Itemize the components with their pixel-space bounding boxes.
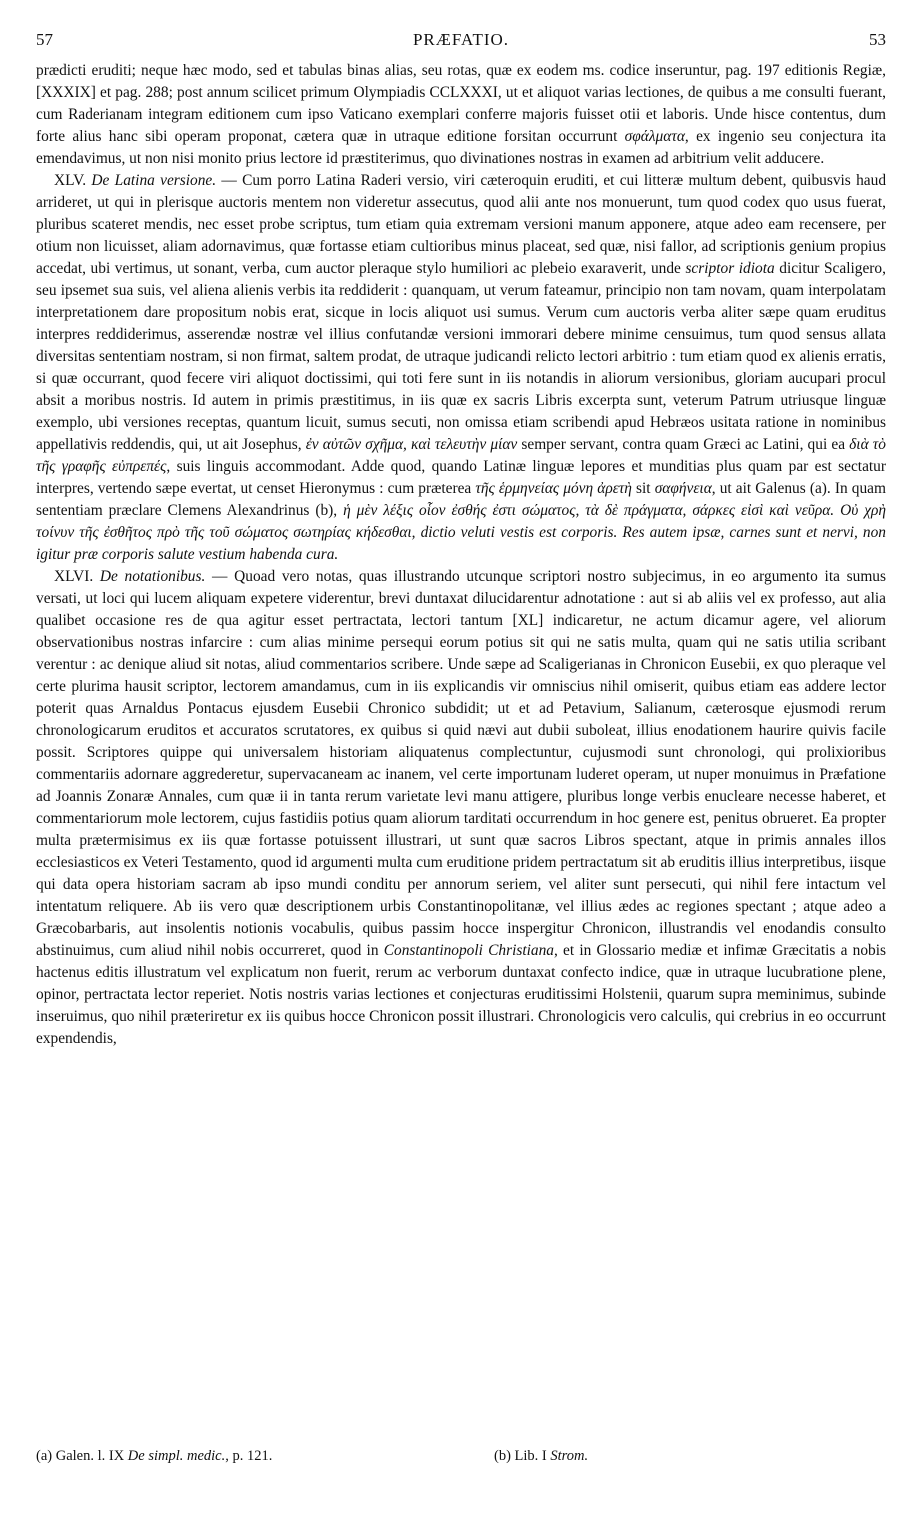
text-run: — Quoad vero notas, quas illustrando utcunque scriptori nostro subjecimus, in eo argumento ita sumus versati, ut loci qui lucem aliquam expetere viderentur, brevi duntaxat dilucidarentur adnotatione : aut si ab aliis vel ex professo, aut alia qualibet occasione res de qua agitur esset pertractata, lectori tantum [XL] indicaretur, ne actum dicamur agere, vel aliorum observationibus nostras infarcire : cum alias minime persequi eorum potius sit qui ne satis multa, quam qui ne satis utilia scribant verentur : ac denique aliud sit notas, aliud commentarios scribere. Unde sæpe ad Scaligerianas in Chronicon Eusebii, ex quo pleraque vel certe plurima hausit scriptor, lectorem amandamus, cum in iis explicandis vir omniscius nihil omiserit, quibus etiam eas addere lector poterit quas Arnaldus Pontacus ejusdem Eusebii Chronico subdidit; ut et ad Petavium, Salianum, cæterosque ejusmodi rerum chronologicarum eruditos et accuratos scrutatores, ex quibus si quid nævi aut dubii suboleat, illius enodationem haurire quivis facile possit. Scriptores quippe qui universalem historiam aliquatenus complectuntur, cujusmodi sunt chronologi, qui prolixioribus commentariis adornare aggrederetur, supervacaneam ac inanem, vel certe importunam luderet operam, ut nuper monuimus in Præfatione ad Joannis Zonaræ Annales, cum quæ ii in tanta rerum varietate levi manu attigere, pluribus longe verbis enucleare necesse haberet, et commentariorum mole lectorem, cujus fastidiis potius quam aliorum tarditati occurrendum in hoc genere est, penitus obrueret. Ea propter multa prætermisimus ex iis quæ fortasse potuissent illustrari, ut sunt quæ sacros Libros spectant, atque in primis annales illos ecclesiasticos ex Veteri Testamento, quod id argumenti multa cum eruditione pridem pertractatum sit ab eruditis illius interpretibus, iisque qui data opera historiam sacram ab ipso mundi conditu per annorum seriem, vel aliter sunt persecuti, qui nihil fere intactum vel intentatum reliquere. Ab iis vero quæ descriptionem urbis Constantinopolitanæ, vel illius ædes ac regiones spectant ; atque adeo a Græcobarbaris, aut insolentis notionis vocabulis, quibus passim hocce inspergitur Chronicon, illustrandis vel enodandis consulto abstinuimus, cum aliud nihil nobis occurreret, quod in (36, 568, 886, 959)
page-number-left: 57 (36, 30, 53, 49)
text-run: , p. 121. (225, 1448, 273, 1464)
paragraph (36, 170, 886, 566)
footnote-a (36, 1448, 272, 1465)
footnote-b (494, 1448, 588, 1465)
italic-text: Strom. (550, 1448, 589, 1464)
italic-text: De notationibus. (99, 568, 206, 585)
italic-text: ἐν αὐτῶν σχῆμα, καὶ τελευτὴν μίαν (305, 436, 518, 453)
page (36, 30, 886, 1050)
italic-text: τῆς ἑρμηνείας μόνη ἀρετὴ (475, 480, 632, 497)
section-number: XLV. (54, 172, 92, 189)
paragraph (36, 566, 886, 1050)
text-run: (a) Galen. l. IX (36, 1448, 128, 1464)
text-run: , suis linguis accommodant. Adde quod, quando Latinæ linguæ lepores et munditias plus quam par est sectatur interpres, vertendo sæpe evertat, ut censet Hieronymus : cum præterea (36, 458, 886, 497)
running-header (36, 30, 886, 60)
italic-text: διὰ τὸ τῆς γραφῆς εὐπρεπές (36, 436, 886, 475)
italic-text: De simpl. medic. (127, 1448, 226, 1464)
paragraph (36, 60, 886, 170)
italic-text: ἡ μὲν λέξις οἷον ἐσθής ἐστι σώματος, τὰ δὲ πράγματα, σάρκες εἰσὶ καὶ νεῦρα. Οὐ χρὴ τοίνυν τῆς ἐσθῆτος πρὸ τῆς τοῦ σώματος σωτηρίας κήδεσθαι, dictio veluti vestis est corporis. Res autem ipsæ, carnes sunt et nervi, non igitur præ corporis salute vestium habenda cura. (36, 502, 886, 563)
text-run: — Cum porro Latina Raderi versio, viri cæteroquin eruditi, et cui litteræ multum debent, quibusvis haud arrideret, ut qui in plerisque auctoris mentem non videretur assecutus, quod alii ante nos monuerunt, tum quod codex quo usus fuerat, pluribus scateret mendis, nec esset probe scriptus, tum etiam quia extremam versioni manum apponere, atque adeo eam recensere, per otium non licuisset, aliam adornavimus, quæ fortasse etiam cultioribus minus placeat, sed quæ, nisi fallor, ad scriptionis genium propius accedat, ubi vertimus, ut sonant, verba, cum auctor pleraque stylo humiliori ac plebeio exaraverit, unde (36, 172, 887, 277)
text-run: prædicti eruditi; neque hæc modo, sed et tabulas binas alias, seu rotas, quæ ex eodem ms. codice inseruntur, pag. 197 editionis Regiæ, [XXXIX] et pag. 288; post annum scilicet primum Olympiadis CCLXXXI, ut et aliquot varias lectiones, de quibus a me consulti fuerant, cum Raderianam integram editionem cum ipso Vaticano exemplari conferre majoris fuisset otii et laboris. Unde hisce contentus, dum forte alius hanc sibi operam proponat, cætera quæ in utraque editione forsitan occurrunt (36, 62, 886, 145)
page-number-right: 53 (869, 30, 886, 49)
text-run: (b) Lib. I (494, 1448, 551, 1464)
italic-text: σαφήνεια (654, 480, 712, 497)
italic-text: scriptor idiota (685, 260, 775, 277)
text-run: dicitur Scaligero, seu ipsemet sua suis, vel aliena alienis verbis ita reddiderit : quanquam, ut verum fateamur, principio non tam novam, quam interpolatam interpretationem dare propositum nobis erat, sicque in locis aliquot usi sumus. Verum cum auctoris verba aliter sæpe quam eruditus interpres reddiderimus, asserendæ nostræ vel illius confutandæ versioni immorari debere minime censuimus, tum quod sensus allata diversitas sententiam nostram, si non firmat, saltem prodat, de utraque judicandi relicto lectori arbitrio : tum etiam quod ex alienis erratis, si quæ occurrant, quod fecere viri aliquot doctissimi, qui toti fere sunt in iis notandis in aliorum versionibus, gloriam aucupari procul absit a moribus nostris. Id autem in primis præstitimus, in iis quæ ex sacris Libris excerpta sunt, veterum Patrum utriusque linguæ exemplo, ubi versiones receptas, quantum licuit, sumus secuti, non omissa etiam scribendi apud Hebræos usitata ratione in nominibus appellativis reddendis, qui, ut ait Josephus, (36, 260, 886, 453)
text-run: , ut ait Galenus (a). In quam sententiam præclare Clemens Alexandrinus (b), (36, 480, 886, 519)
body-text (36, 60, 886, 1050)
text-run: semper servant, contra quam Græci ac Latini, qui ea (517, 436, 850, 453)
text-run: sit (631, 480, 655, 497)
text-run: , et in Glossario mediæ et infimæ Græcitatis a nobis hactenus editis illustratum vel explicatum non fuerit, rerum ac verborum duntaxat confecto indice, quæ in utraque lucubratione plene, opinor, pertractata lector reperiet. Notis nostris varias lectiones et conjecturas eruditissimi Holstenii, quarum supra meminimus, subinde inseruimus, quo nihil præteriretur ex iis quibus hocce Chronicon possit illustrari. Chronologicis vero calculis, qui crebrius in eo occurrunt expendendis, (36, 942, 887, 1047)
italic-text: σφάλματα (624, 128, 685, 145)
running-title: PRÆFATIO. (412, 30, 510, 49)
italic-text: Constantinopoli Christiana (383, 942, 554, 959)
text-run: , ex ingenio seu conjectura ita emendavimus, ut non nisi monito prius lectore id præstiterimus, quo divinationes nostras in examen ad arbitrium velit adducere. (36, 128, 887, 167)
italic-text: De Latina versione. (91, 172, 217, 189)
section-number: XLVI. (54, 568, 100, 585)
